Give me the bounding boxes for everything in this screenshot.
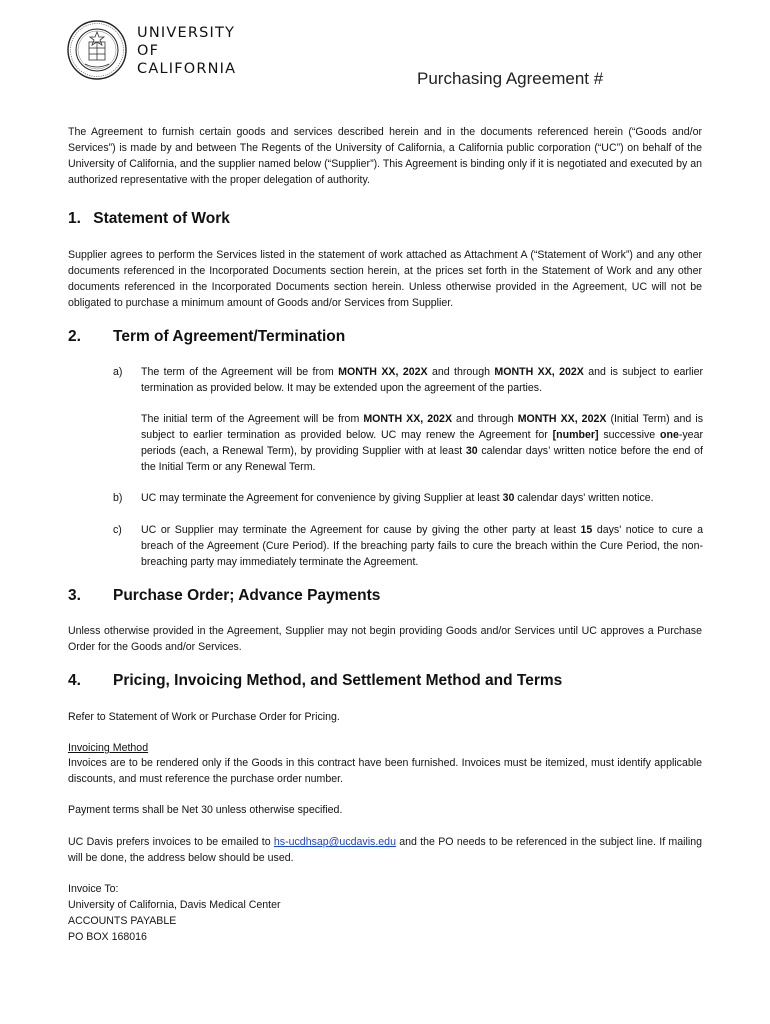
clause-marker: a)	[113, 366, 123, 378]
clause-2c-paragraph	[141, 522, 703, 570]
text-run: and through	[427, 366, 495, 378]
intro-paragraph: The Agreement to furnish certain goods and services described herein and in the documents referenced herein (“Goods and/or Services”) is made by and between The Regents of the University of California, a California public corporation (“UC”) on behalf of the University of California, and the supplier named below (“Supplier”). This Agreement is binding only if it is negotiated and executed by an authorized representative with the proper delegation of authority.	[68, 126, 703, 186]
text-run: calendar days' written notice.	[514, 492, 654, 504]
section-1-body: Supplier agrees to perform the Services listed in the statement of work attached as Attachment A (“Statement of Work”) and any other documents referenced in the Incorporated Documents section herein, at the prices set forth in the Statement of Work and any other documents referenced in the Incorporated Documents section herein. Unless otherwise provided in the Agreement, UC will not be obligated to purchase a minimum amount of Goods and/or Services from Supplier.	[68, 249, 702, 309]
section-number: 2.	[68, 328, 81, 345]
clause-marker: b)	[113, 492, 123, 504]
number-placeholder: [number]	[552, 429, 599, 441]
date-placeholder: MONTH XX, 202X	[338, 366, 428, 378]
text-run: The term of the Agreement will be from	[141, 366, 339, 378]
invoice-to-address	[68, 881, 702, 945]
clause-2a-paragraph-2	[141, 411, 703, 475]
text-run: and the PO needs to be referenced in the subject line. If mailing will be done, the address below should be used.	[68, 836, 702, 864]
text-run: -year periods (each, a Renewal Term), by providing Supplier with at least	[141, 429, 703, 457]
pricing-note: Refer to Statement of Work or Purchase Order for Pricing.	[68, 711, 340, 723]
clause-2b-paragraph	[141, 490, 703, 506]
date-placeholder: MONTH XX, 202X	[517, 413, 607, 425]
section-title: Purchase Order; Advance Payments	[113, 587, 381, 604]
text-run: UC or Supplier may terminate the Agreement for cause by giving the other party at least	[141, 524, 581, 536]
section-number: 4.	[68, 672, 81, 689]
period-placeholder: one	[660, 429, 679, 441]
wordmark-line: UNIVERSITY	[137, 25, 236, 41]
text-run: and is subject to earlier termination as provided below. It may be extended upon the agreement of the parties.	[141, 366, 704, 394]
section-2-heading	[68, 328, 346, 346]
text-run: UC Davis prefers invoices to be emailed to	[68, 836, 274, 848]
address-line: ACCOUNTS PAYABLE	[68, 915, 177, 927]
text-run: and through	[452, 413, 518, 425]
clause-2a-paragraph-2-wrapper	[113, 411, 703, 475]
clause-marker: c)	[113, 524, 122, 536]
clause-2b	[113, 490, 703, 506]
text-run: UC may terminate the Agreement for convenience by giving Supplier at least	[141, 492, 503, 504]
days-value: 30	[502, 492, 515, 504]
invoicing-method-heading: Invoicing Method	[68, 742, 149, 754]
email-instructions	[68, 834, 702, 866]
section-3-body: Unless otherwise provided in the Agreement, Supplier may not begin providing Goods and/or Services until UC approves a Purchase Order for the Goods and/or Services.	[68, 625, 702, 653]
section-number: 1.	[68, 210, 81, 227]
section-3-heading	[68, 587, 381, 605]
invoicing-method-body: Invoices are to be rendered only if the Goods in this contract have been furnished. Invoices must be itemized, must identify applicable discounts, and must reference the purchase order number.	[68, 757, 702, 785]
date-placeholder: MONTH XX, 202X	[363, 413, 453, 425]
wordmark-line: CALIFORNIA	[137, 61, 237, 77]
address-line: Invoice To:	[68, 883, 119, 895]
section-title: Term of Agreement/Termination	[113, 328, 346, 345]
clause-2a-paragraph-1	[141, 364, 703, 396]
text-run: calendar days’ written notice before the end of the Initial Term or any Renewal Term.	[141, 445, 703, 473]
text-run: days' notice to cure a breach of the Agreement (Cure Period). If the breaching party fails to cure the breach within the Cure Period, the non-breaching party may immediately terminate the Agreement.	[141, 524, 703, 568]
address-line: University of California, Davis Medical Center	[68, 899, 281, 911]
days-value: 15	[580, 524, 593, 536]
text-run: successive	[598, 429, 661, 441]
section-1-heading	[68, 210, 230, 228]
university-wordmark	[137, 24, 236, 78]
days-value: 30	[465, 445, 478, 457]
accounts-payable-email-link[interactable]: hs-ucdhsap@ucdavis.edu	[273, 836, 396, 848]
text-run: (Initial Term) and is subject to earlier termination as provided below. UC may renew the Agreement for	[141, 413, 704, 441]
section-number: 3.	[68, 587, 81, 604]
payment-terms: Payment terms shall be Net 30 unless otherwise specified.	[68, 804, 343, 816]
clause-2c	[113, 522, 703, 570]
clause-2a	[113, 364, 703, 396]
university-seal-logo	[67, 20, 127, 80]
document-title: Purchasing Agreement #	[417, 69, 604, 88]
section-title: Statement of Work	[93, 210, 230, 227]
section-title: Pricing, Invoicing Method, and Settlement Method and Terms	[113, 672, 563, 689]
section-4-heading	[68, 672, 563, 690]
wordmark-line: OF	[137, 43, 160, 59]
date-placeholder: MONTH XX, 202X	[494, 366, 584, 378]
text-run: The initial term of the Agreement will be from	[141, 413, 364, 425]
address-line: PO BOX 168016	[68, 931, 147, 943]
